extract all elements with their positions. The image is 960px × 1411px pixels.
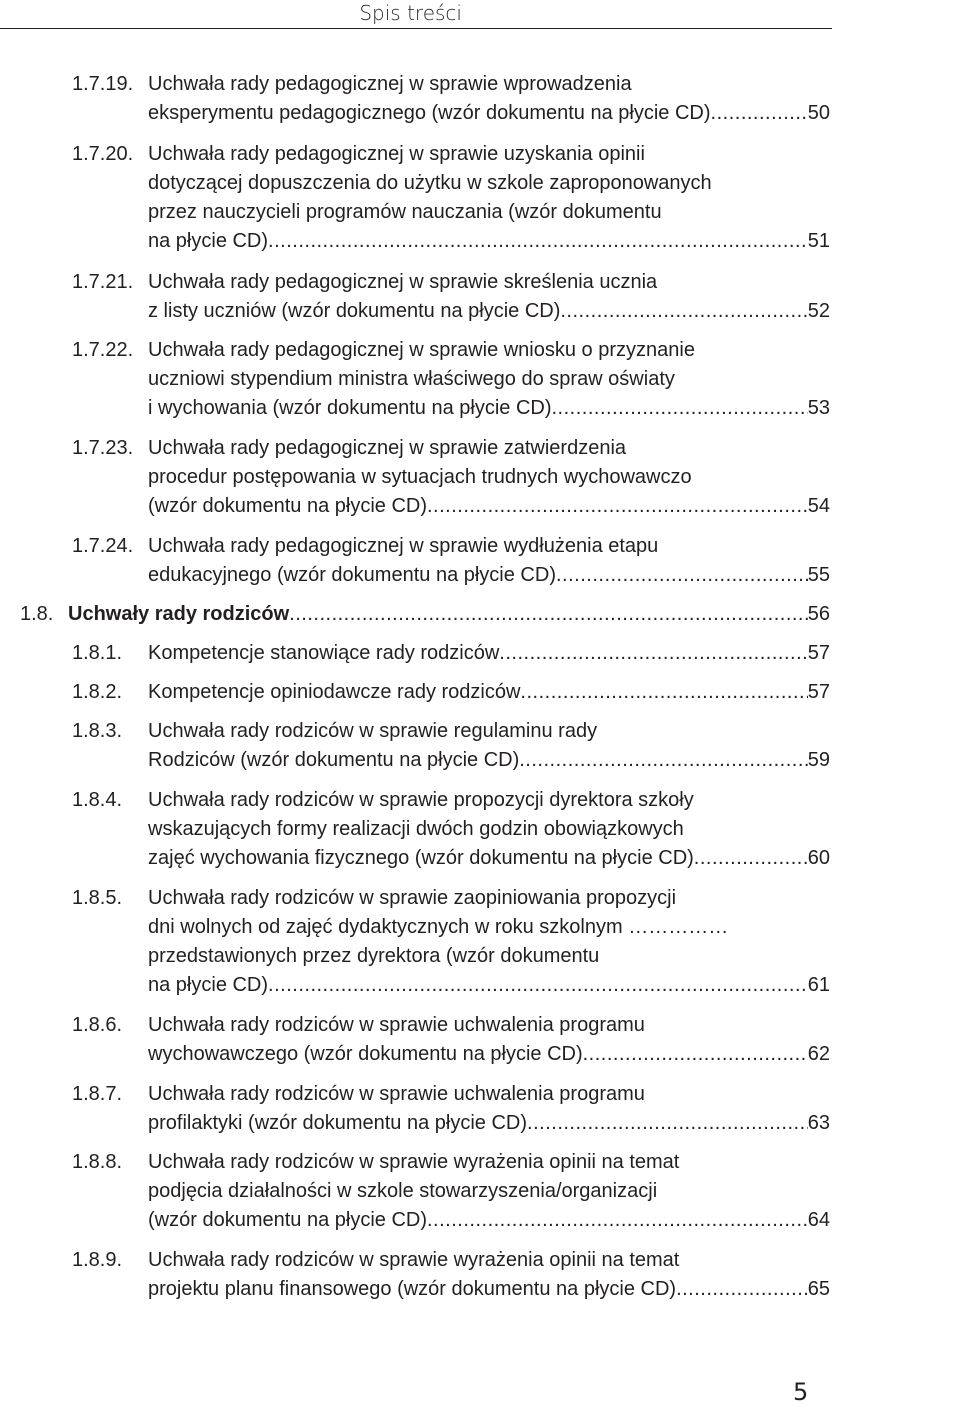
dot-leader: [583, 1040, 808, 1069]
toc-entry-number: 1.8.6.: [72, 1014, 123, 1036]
toc-entry-title-line: uczniowi stypendium ministra właściwego do spraw oświaty: [148, 368, 675, 390]
page-number: 5: [793, 1378, 809, 1406]
toc-entry-number: 1.8.2.: [72, 681, 123, 703]
dot-leader: [556, 561, 808, 590]
toc-entry-number: 1.8.1.: [72, 642, 123, 664]
toc-entry-title-line: Uchwała rady pedagogicznej w sprawie wprowadzenia: [148, 73, 632, 95]
dot-leader: [268, 971, 808, 1000]
toc-entry-number: 1.8.3.: [72, 720, 123, 742]
toc-entry-number: 1.7.22.: [72, 339, 134, 361]
toc-entry-page: 55: [807, 564, 830, 586]
toc-entry-number: 1.7.19.: [72, 73, 134, 95]
toc-entry-page: 65: [807, 1278, 830, 1300]
toc-entry-page: 57: [807, 681, 830, 703]
toc-entry-page: 62: [807, 1043, 830, 1065]
toc-entry-number: 1.7.21.: [72, 271, 134, 293]
dot-leader: [268, 227, 808, 256]
toc-entry-title-line: Uchwała rady pedagogicznej w sprawie uzyskania opinii: [148, 143, 645, 165]
dot-leader: [499, 639, 807, 668]
toc-entry-number: 1.8.4.: [72, 789, 123, 811]
toc-entry-title-line: Uchwała rady pedagogicznej w sprawie zatwierdzenia: [148, 437, 627, 459]
toc-entry-title-line: z listy uczniów (wzór dokumentu na płycie CD): [148, 300, 561, 322]
toc-entry-title-line: Uchwała rady pedagogicznej w sprawie skreślenia ucznia: [148, 271, 658, 293]
toc-entry-title-line: Uchwała rady rodziców w sprawie uchwalenia programu: [148, 1083, 645, 1105]
toc-entry-title-line: (wzór dokumentu na płycie CD): [148, 1209, 427, 1231]
toc-entry-number: 1.8.8.: [72, 1151, 123, 1173]
dot-leader: [289, 600, 808, 629]
dot-leader: [427, 492, 808, 521]
toc-entry-title-line: Kompetencje opiniodawcze rady rodziców: [148, 681, 521, 703]
toc-entry-title-line: Kompetencje stanowiące rady rodziców: [148, 642, 500, 664]
dot-leader: [520, 678, 807, 707]
toc-entry-title-line: i wychowania (wzór dokumentu na płycie CD): [148, 397, 552, 419]
toc-entry-title-line: na płycie CD): [148, 974, 269, 996]
toc-entry-title-line: eksperymentu pedagogicznego (wzór dokumentu na płycie CD): [148, 102, 711, 124]
toc-entry-title-line: dni wolnych od zajęć dydaktycznych w roku szkolnym ……………: [148, 916, 729, 938]
toc-entry-number: 1.7.24.: [72, 535, 134, 557]
toc-entry-title-line: Uchwała rady rodziców w sprawie uchwalenia programu: [148, 1014, 645, 1036]
toc-entry-number: 1.8.9.: [72, 1249, 123, 1271]
toc-entry-title-line: profilaktyki (wzór dokumentu na płycie CD): [148, 1112, 528, 1134]
running-header: Spis treści: [359, 1, 462, 25]
toc-entry-title-line: przedstawionych przez dyrektora (wzór dokumentu: [148, 945, 600, 967]
toc-entry-page: 63: [807, 1112, 830, 1134]
dot-leader: [560, 297, 807, 326]
toc-entry-page: 57: [807, 642, 830, 664]
dot-leader: [676, 1275, 808, 1304]
toc-entry-title-line: Uchwały rady rodziców: [68, 603, 290, 625]
toc-entry-page: 51: [807, 230, 830, 252]
header-rule: [0, 28, 832, 29]
toc-entry-title-line: podjęcia działalności w szkole stowarzyszenia/organizacji: [148, 1180, 658, 1202]
toc-entry-title-line: wskazujących formy realizacji dwóch godzin obowiązkowych: [148, 818, 684, 840]
toc-entry-page: 61: [807, 974, 830, 996]
dot-leader: [519, 746, 808, 775]
toc-entry-number: 1.8.7.: [72, 1083, 123, 1105]
toc-entry-title-line: Uchwała rady rodziców w sprawie regulaminu rady: [148, 720, 598, 742]
toc-entry-title-line: wychowawczego (wzór dokumentu na płycie CD): [148, 1043, 583, 1065]
toc-entry-page: 54: [807, 495, 830, 517]
toc-entry-title-line: Uchwała rady rodziców w sprawie propozycji dyrektora szkoły: [148, 789, 694, 811]
toc-entry-page: 60: [807, 847, 830, 869]
toc-entry-title-line: Uchwała rady pedagogicznej w sprawie wydłużenia etapu: [148, 535, 659, 557]
toc-entry-title-line: Uchwała rady pedagogicznej w sprawie wniosku o przyznanie: [148, 339, 695, 361]
toc-entry-title-line: Rodziców (wzór dokumentu na płycie CD): [148, 749, 520, 771]
dot-leader: [527, 1109, 808, 1138]
toc-entry-title-line: przez nauczycieli programów nauczania (wzór dokumentu: [148, 201, 662, 223]
dot-leader: [427, 1206, 808, 1235]
toc-entry-title-line: (wzór dokumentu na płycie CD): [148, 495, 427, 517]
dot-leader: [552, 394, 808, 423]
toc-entry-page: 52: [807, 300, 830, 322]
toc-entry-page: 64: [807, 1209, 830, 1231]
toc-entry-number: 1.7.20.: [72, 143, 134, 165]
toc-entry-page: 50: [807, 102, 830, 124]
toc-entry-title-line: Uchwała rady rodziców w sprawie wyrażenia opinii na temat: [148, 1249, 680, 1271]
toc-entry-page: 59: [807, 749, 830, 771]
toc-entry-title-line: edukacyjnego (wzór dokumentu na płycie CD): [148, 564, 556, 586]
toc-entry-title-line: dotyczącej dopuszczenia do użytku w szkole zaproponowanych: [148, 172, 712, 194]
toc-entry-title-line: Uchwała rady rodziców w sprawie wyrażenia opinii na temat: [148, 1151, 680, 1173]
toc-entry-page: 53: [807, 397, 830, 419]
toc-entry-title-line: na płycie CD): [148, 230, 269, 252]
toc-entry-number: 1.8.5.: [72, 887, 123, 909]
toc-entry-number: 1.7.23.: [72, 437, 134, 459]
dot-leader: [694, 844, 808, 873]
toc-entry-title-line: projektu planu finansowego (wzór dokumentu na płycie CD): [148, 1278, 677, 1300]
toc-entry-title-line: zajęć wychowania fizycznego (wzór dokumentu na płycie CD): [148, 847, 694, 869]
toc-entry-title-line: procedur postępowania w sytuacjach trudnych wychowawczo: [148, 466, 692, 488]
toc-entry-title-line: Uchwała rady rodziców w sprawie zaopiniowania propozycji: [148, 887, 677, 909]
toc-entry-number: 1.8.: [20, 603, 54, 625]
toc-entry-page: 56: [807, 603, 830, 625]
dot-leader: [711, 99, 808, 128]
